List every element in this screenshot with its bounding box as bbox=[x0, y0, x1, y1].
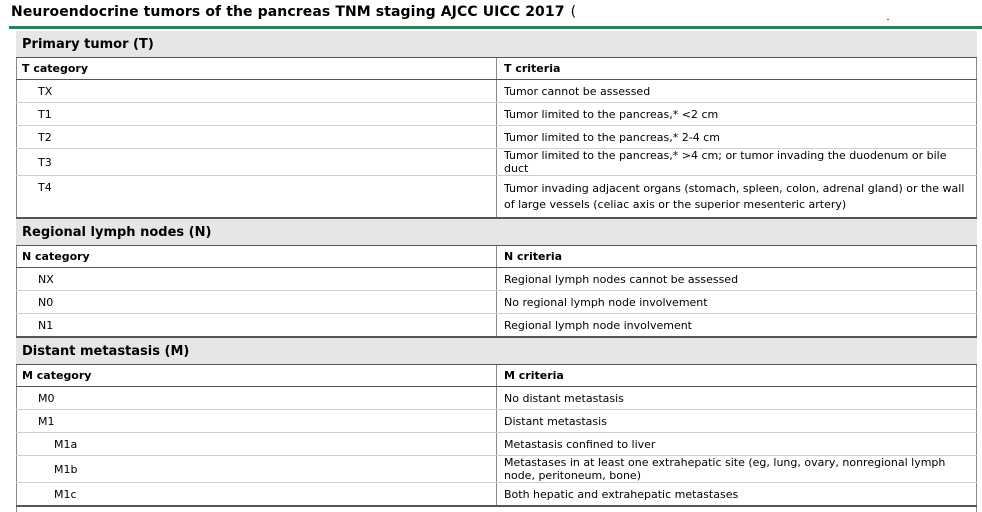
table-row bbox=[16, 456, 977, 483]
category-cell: M1a bbox=[16, 433, 497, 456]
title-accent-bar bbox=[9, 26, 982, 29]
category-cell: T3 bbox=[16, 149, 497, 176]
column-header-criteria: T criteria bbox=[497, 58, 978, 80]
category-cell: N1 bbox=[16, 314, 497, 338]
category-cell: M1 bbox=[16, 410, 497, 433]
section-title: Distant metastasis (M) bbox=[16, 337, 977, 365]
table-row bbox=[16, 433, 977, 456]
title-suffix: ( bbox=[570, 4, 577, 20]
category-cell: T4 bbox=[16, 176, 497, 219]
table-row bbox=[16, 103, 977, 126]
table-row bbox=[16, 268, 977, 291]
criteria-cell: Tumor invading adjacent organs (stomach, spleen, colon, adrenal gland) or the wall of large vessels (celiac axis or the superior mesenteric artery) bbox=[497, 176, 978, 219]
criteria-cell: Distant metastasis bbox=[497, 410, 978, 433]
table-row bbox=[16, 410, 977, 433]
column-header-row bbox=[16, 58, 977, 80]
column-header-row bbox=[16, 365, 977, 387]
category-cell: N0 bbox=[16, 291, 497, 314]
criteria-cell: Metastases in at least one extrahepatic site (eg, lung, ovary, nonregional lymph node, peritoneum, bone) bbox=[497, 456, 978, 483]
section-header-m bbox=[16, 337, 977, 365]
table-row bbox=[16, 291, 977, 314]
criteria-cell: Both hepatic and extrahepatic metastases bbox=[497, 483, 978, 507]
section-title: Regional lymph nodes (N) bbox=[16, 218, 977, 246]
column-header-category: T category bbox=[16, 58, 497, 80]
column-header-category: N category bbox=[16, 246, 497, 268]
section-header-n bbox=[16, 218, 977, 246]
page-title bbox=[11, 1, 576, 23]
section-title: Primary tumor (T) bbox=[16, 31, 977, 58]
category-cell: TX bbox=[16, 80, 497, 103]
section-header-t bbox=[16, 31, 977, 58]
criteria-cell: Tumor limited to the pancreas,* 2-4 cm bbox=[497, 126, 978, 149]
category-cell: T1 bbox=[16, 103, 497, 126]
category-cell: M0 bbox=[16, 387, 497, 410]
table-row bbox=[16, 176, 977, 219]
table-row bbox=[16, 126, 977, 149]
criteria-cell: Metastasis confined to liver bbox=[497, 433, 978, 456]
tnm-staging-table bbox=[16, 31, 977, 507]
column-header-criteria: M criteria bbox=[497, 365, 978, 387]
category-cell: M1b bbox=[16, 456, 497, 483]
criteria-cell: Tumor limited to the pancreas,* <2 cm bbox=[497, 103, 978, 126]
criteria-cell: Tumor limited to the pancreas,* >4 cm; or tumor invading the duodenum or bile duct bbox=[497, 149, 978, 176]
criteria-cell: Regional lymph nodes cannot be assessed bbox=[497, 268, 978, 291]
column-header-criteria: N criteria bbox=[497, 246, 978, 268]
criteria-cell: No regional lymph node involvement bbox=[497, 291, 978, 314]
category-cell: NX bbox=[16, 268, 497, 291]
column-header-row bbox=[16, 246, 977, 268]
table-row bbox=[16, 80, 977, 103]
table-row bbox=[16, 149, 977, 176]
table-row bbox=[16, 387, 977, 410]
table-row bbox=[16, 483, 977, 507]
category-cell: T2 bbox=[16, 126, 497, 149]
criteria-cell: Regional lymph node involvement bbox=[497, 314, 978, 338]
stray-dot bbox=[887, 19, 889, 20]
column-header-category: M category bbox=[16, 365, 497, 387]
table-row bbox=[16, 314, 977, 338]
criteria-cell: Tumor cannot be assessed bbox=[497, 80, 978, 103]
criteria-cell: No distant metastasis bbox=[497, 387, 978, 410]
category-cell: M1c bbox=[16, 483, 497, 507]
title-text: Neuroendocrine tumors of the pancreas TNM staging AJCC UICC 2017 bbox=[11, 4, 565, 20]
